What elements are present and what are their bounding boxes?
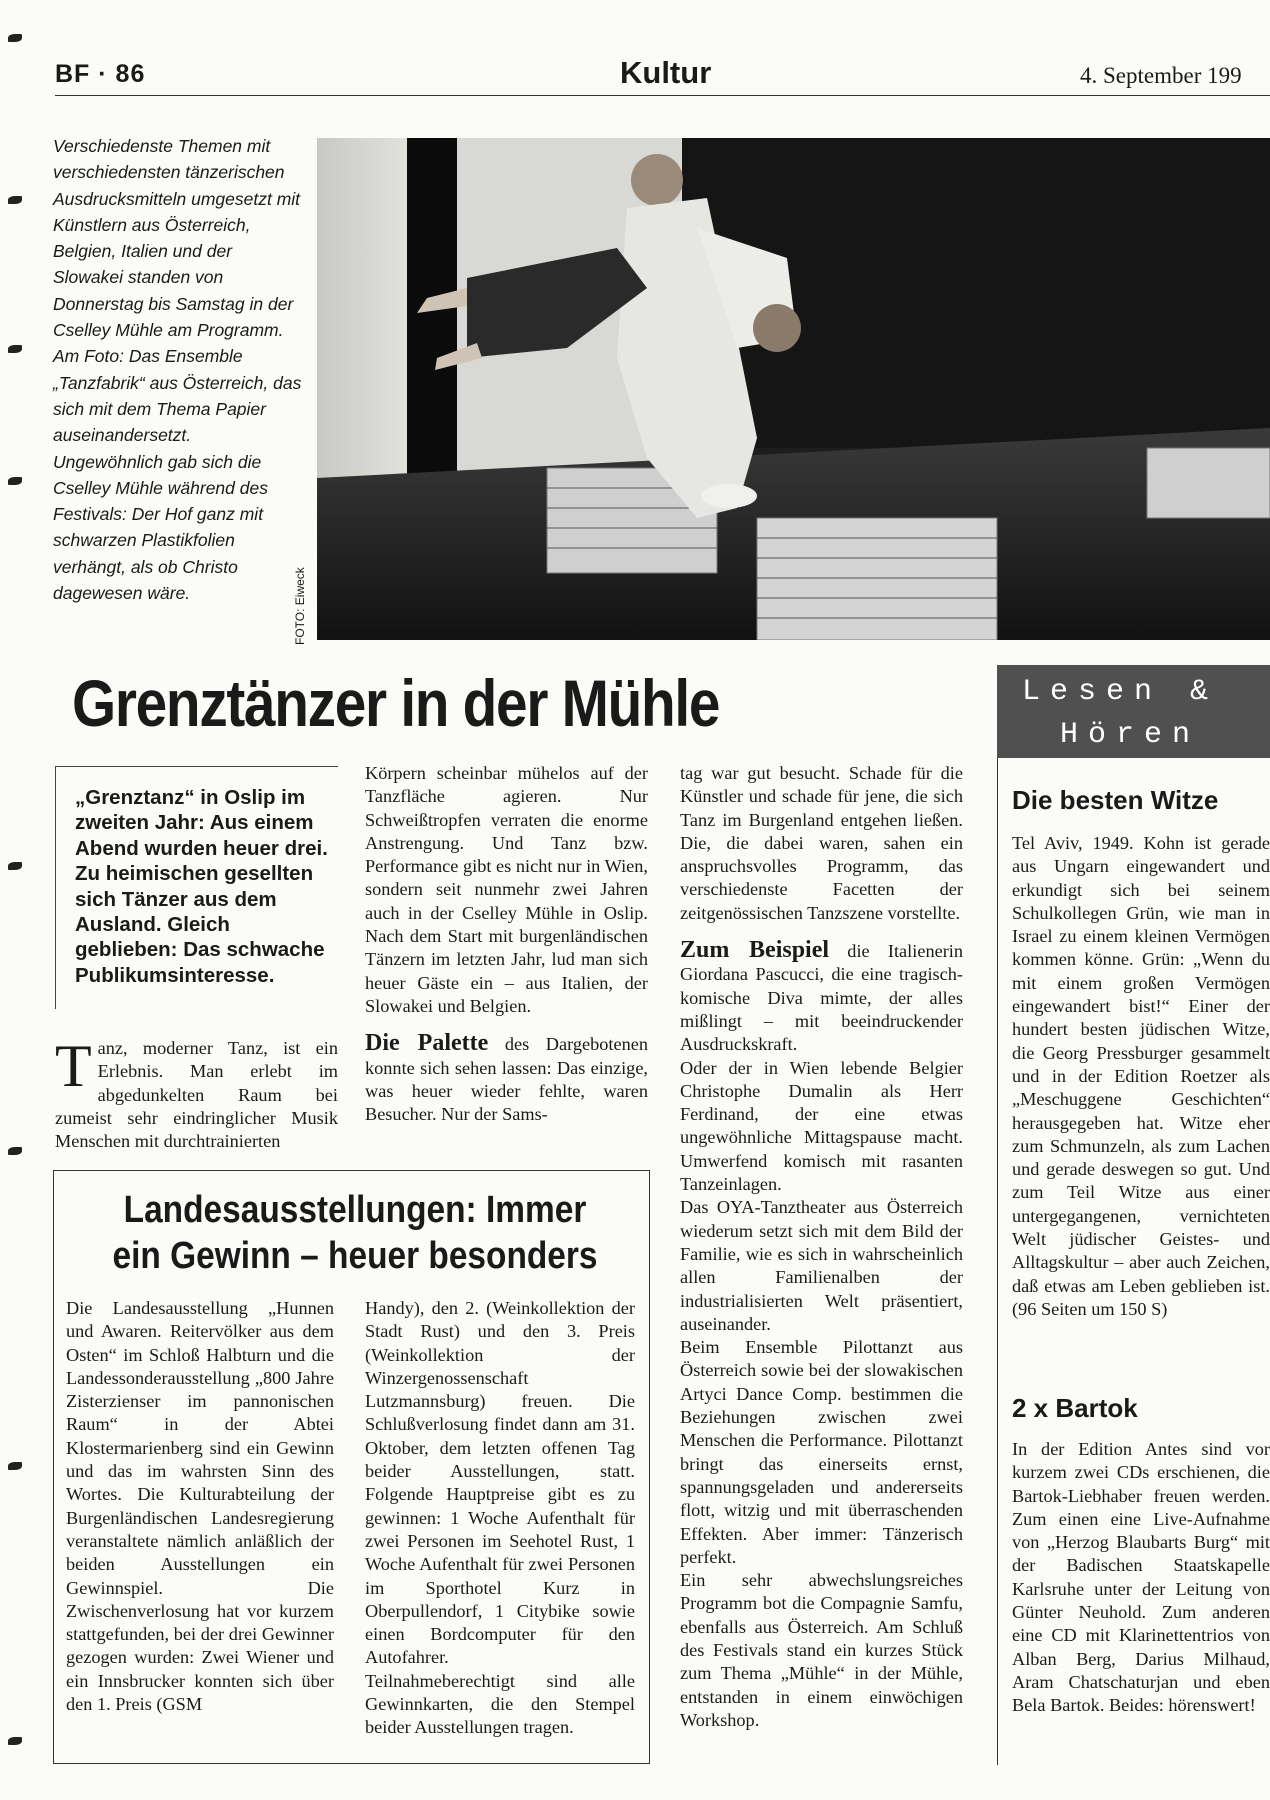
- sidebar-banner-line1: Lesen &: [1022, 675, 1219, 709]
- photo-credit: FOTO: Eiweck: [293, 567, 307, 645]
- margin-mark: [8, 862, 22, 870]
- article-text: anz, moderner Tanz, ist ein Erlebnis. Man erlebt im abgedunkelten Raum bei zumeist sehr eindringlicher Musik Menschen mit durchtrainierten: [55, 1038, 338, 1152]
- photo-caption: [53, 133, 303, 606]
- dance-photo-image: [317, 138, 1270, 640]
- article-paragraph: Ein sehr abwechslungsreiches Programm bot die Compagnie Samfu, ebenfalls aus Österreich. Am Schluß des Festivals stand ein kurzes Stück zum Thema „Mühle“ in der Mühle, entstanden in einem einwöchigen Workshop.: [680, 1570, 963, 1730]
- photo-caption-text: Verschiedenste Themen mit verschiedensten tänzerischen Ausdrucksmitteln umgesetzt mit Künstlern aus Österreich, Belgien, Italien und der Slowakei standen von Donnerstag bis Samstag in der Cselley Mühle am Programm. Am Foto: Das Ensemble „Tanzfabrik“ aus Österreich, das sich mit dem Thema Papier auseinandersetzt. Ungewöhnlich gab sich die Cselley Mühle während des Festivals: Der Hof ganz mit schwarzen Plastikfolien verhängt, als ob Christo dagewesen wäre.: [53, 136, 302, 604]
- article-headline: Grenztänzer in der Mühle: [72, 666, 720, 740]
- dance-photo: [317, 138, 1270, 640]
- section-title: Kultur: [620, 55, 712, 90]
- run-in-heading: Zum Beispiel: [680, 937, 830, 964]
- margin-mark: [8, 1737, 22, 1745]
- sidebar-paragraph: In der Edition Antes sind vor kurzem zwei CDs erschienen, die Bartok-Liebhaber freuen werden. Zum einen eine Live-Aufnahme von „Herzog Blaubarts Burg“ mit der Badischen Staatskapelle Karlsruhe unter der Leitung von Günter Neuhold. Zum anderen eine CD mit Klarinettentrios von Alban Berg, Darius Milhaud, Aram Chatschaturjan und eben Bela Bartok. Beides: hörenswert!: [1012, 1439, 1270, 1716]
- article-text: des Dargebotenen konnte sich sehen lassen: Das einzige, was heuer wieder fehlte, waren Besucher. Nur der Sams-: [365, 1034, 648, 1125]
- sidebar-item-1-title: Die besten Witze: [1012, 785, 1219, 815]
- margin-mark: [8, 196, 22, 204]
- margin-mark: [8, 477, 22, 485]
- article-paragraph: [680, 939, 963, 1056]
- page-number: BF · 86: [55, 60, 146, 88]
- article-paragraph: Körpern scheinbar mühelos auf der Tanzfläche agieren. Nur Schweißtropfen verraten die enorme Anstrengung. Und Tanz bzw. Performance gibt es nicht nur in Wien, sondern seit nunmehr zwei Jahren auch in der Cselley Mühle in Oslip. Nach dem Start mit burgenländischen Tänzern im letzten Jahr, lud man sich heuer Gäste ein – aus Italien, der Slowakei und Belgien.: [365, 763, 648, 1016]
- landes-paragraph: Handy), den 2. (Weinkollektion der Stadt Rust) und den 3. Preis (Weinkollektion der Winzergenossenschaft Lutzmannsburg) freuen. Die Schlußverlosung findet dann am 31. Oktober, dem letzten offenen Tag beider Ausstellungen, statt. Folgende Hauptpreise gibt es zu gewinnen: 1 Woche Aufenthalt für zwei Personen im Seehotel Rust, 1 Woche Aufenthalt für zwei Personen im Sporthotel Kurz in Oberpullendorf, 1 Citybike sowie einen Bordcomputer für den Autofahrer.: [365, 1298, 635, 1668]
- landes-paragraph: Die Landesausstellung „Hunnen und Awaren. Reitervölker aus dem Osten“ im Schloß Halbturn und die Landessonderausstellung „800 Jahre Zisterzienser im pannonischen Raum“ in der Abtei Klostermarienberg sind ein Gewinn und das im wahrsten Sinn des Wortes. Die Kulturabteilung der Burgenländischen Landesregierung veranstaltete nämlich anläßlich der beiden Ausstellungen ein Gewinnspiel. Die Zwischenverlosung hat vor kurzem stattgefunden, bei der drei Gewinner gezogen wurden: Zwei Wiener und ein Innsbrucker konnten sich über den 1. Preis (GSM: [66, 1298, 334, 1715]
- article-column-3: [680, 762, 963, 1732]
- drop-cap: T: [55, 1033, 92, 1099]
- article-lead: „Grenztanz“ in Oslip im zweiten Jahr: Aus einem Abend wurden heuer drei. Zu heimischen gesellten sich Tänzer aus dem Ausland. Gleich geblieben: Das schwache Publikumsinteresse.: [75, 786, 328, 987]
- margin-mark: [8, 1147, 22, 1155]
- article-paragraph: Oder der in Wien lebende Belgier Christophe Dumalin als Herr Ferdinand, der eine etwas ungewöhnliche Mittagspause macht. Umwerfend komisch mit rasanten Tanzeinlagen.: [680, 1057, 963, 1195]
- sidebar-item-2-text: [1012, 1438, 1270, 1718]
- article-paragraph: tag war gut besucht. Schade für die Künstler und schade für jene, die sich Tanz im Burgenland entgehen ließen. Die, die dabei waren, sahen ein anspruchsvolles Programm, das verschiedenste Facetten der zeitgenössischen Tanzszene vorstellte.: [680, 763, 963, 923]
- article-text: die Italienerin Giordana Pascucci, die eine tragisch-komische Diva mimte, der alles mißlingt – mit beeindruckender Ausdruckskraft.: [680, 941, 964, 1055]
- margin-mark: [8, 34, 22, 42]
- sidebar-paragraph: Tel Aviv, 1949. Kohn ist gerade aus Ungarn eingewandert und erkundigt sich bei seinem Schulkollegen Grün, wie man in Israel zu einem kleinen Vermögen kommen könne. Grün: „Wenn du mit einem großen Vermögen eingewandert bist!“ Einer der hundert besten jüdischen Witze, die Georg Pressburger gesammelt und in der Edition Roetzer als „Meschuggene Geschichten“ herausgegeben hat. Witze eher zum Schmunzeln, als zum Lachen und gerade deswegen so gut. Und zum Teil Witze aus einer untergegangenen, vernichteten Welt jüdischer Geistes- und Alltagskultur – aber auch Zeichen, daß etwas am Leben geblieben ist. (96 Seiten um 150 S): [1012, 833, 1270, 1319]
- issue-date: 4. September 199: [1080, 63, 1242, 88]
- landes-paragraph: Teilnahmeberechtigt sind alle Gewinnkarten, die den Stempel beider Ausstellungen tragen.: [365, 1670, 635, 1738]
- article-column-2: [365, 762, 648, 1126]
- sidebar-item-2-title: 2 x Bartok: [1012, 1393, 1138, 1423]
- landes-headline: Landesausstellungen: Immer ein Gewinn – heuer besonders: [112, 1189, 598, 1277]
- article-column-1: [55, 1033, 338, 1153]
- article-paragraph: Das OYA-Tanztheater aus Österreich wiederum setzt sich mit dem Bild der Familie, wie es sich in wahrscheinlich allen Familienalben der industrialisierten Welt präsentiert, auseinander.: [680, 1197, 963, 1334]
- margin-mark: [8, 1462, 22, 1470]
- margin-mark: [8, 345, 22, 353]
- landes-column-1: [66, 1297, 334, 1716]
- run-in-heading: Die Palette: [365, 1030, 489, 1057]
- landes-column-2: [365, 1297, 635, 1740]
- article-paragraph: Beim Ensemble Pilottanzt aus Österreich sowie bei der slowakischen Artyci Dance Comp. bestimmen die Beziehungen zwischen zwei Menschen die Performance. Pilottanzt bringt das einerseits ernst, spannungsgeladen und andererseits flott, witzig und mit überraschenden Effekten. Aber immer: Tänzerisch perfekt.: [680, 1337, 963, 1567]
- sidebar-banner-line2: Hören: [1060, 718, 1201, 752]
- article-paragraph: [365, 1032, 648, 1126]
- header-rule: [55, 95, 1270, 96]
- sidebar-item-1-text: [1012, 832, 1270, 1321]
